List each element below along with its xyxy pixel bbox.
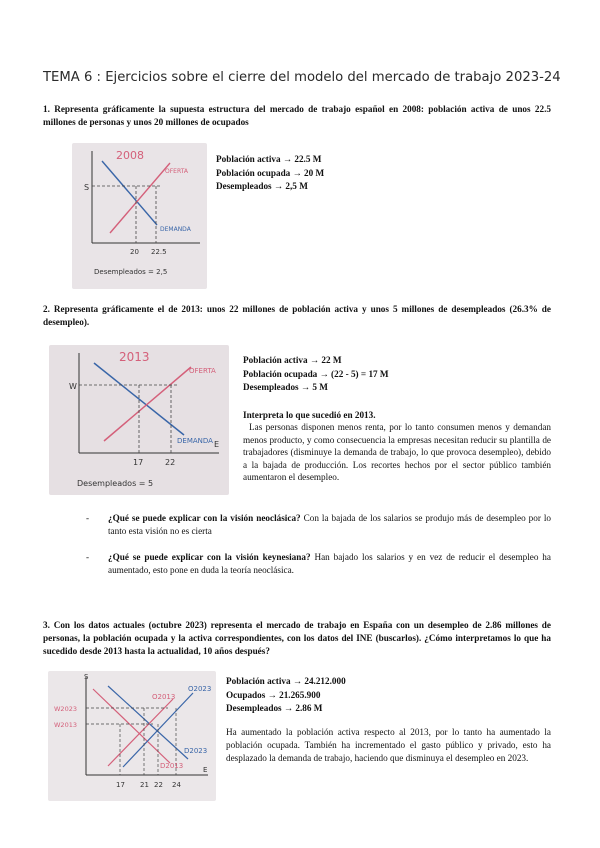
x-tick: 24: [172, 781, 181, 789]
bullet-answer: Con la bajada de los salarios se produjo más de desempleo por lo tanto esta visión no es cierta: [108, 513, 552, 536]
x-tick-1: 17: [133, 458, 144, 467]
q1-data: [216, 153, 324, 194]
year-label: 2013: [119, 350, 150, 364]
q2-line: Población activa → 22 M: [243, 355, 342, 365]
q2-line: Desempleados → 5 M: [243, 382, 328, 392]
x-tick-2: 22.5: [151, 248, 167, 256]
supply-label: OFERTA: [165, 168, 189, 175]
question-3: 3. Con los datos actuales (octubre 2023) representa el mercado de trabajo en España con un desempleo de 2.86 millones de personas, la población ocupada y la activa correspondientes, con los datos del INE (buscarlos). ¿Cómo interpretamos lo que ha sucedido desde 2013 hasta la actualidad, 10 años después?: [43, 620, 551, 656]
demand-label: DEMANDA: [160, 226, 191, 233]
q3-line: Desempleados → 2.86 M: [226, 703, 323, 713]
bullet-item: [86, 551, 551, 576]
unemployed-note: Desempleados = 5: [77, 479, 154, 488]
year-label: 2008: [116, 149, 144, 162]
q1-line: Población activa → 22.5 M: [216, 154, 322, 164]
q1-line: Desempleados → 2,5 M: [216, 181, 308, 191]
x-tick-1: 20: [130, 248, 139, 256]
q2-line: Población ocupada → (22 - 5) = 17 M: [243, 368, 389, 379]
sketch-2013: [49, 345, 229, 495]
bullet-question: ¿Qué se puede explicar con la visión neoclásica?: [108, 513, 301, 523]
q3-line: Población activa → 24.212.000: [226, 676, 346, 686]
bullet-dash: -: [86, 513, 90, 523]
q2-bullets: [86, 512, 552, 576]
x-tick-2: 22: [165, 458, 176, 467]
x-axis-label: E: [214, 440, 220, 449]
x-tick: 21: [140, 781, 149, 789]
supply-label: OFERTA: [189, 367, 216, 375]
bullet-item: [86, 512, 552, 537]
question-1: 1. Representa gráficamente la supuesta estructura del mercado de trabajo español en 2008: población activa de unos 22.5 millones de personas y unos 20 millones de ocupados: [43, 104, 551, 127]
page-title: TEMA 6 : Ejercicios sobre el cierre del modelo del mercado de trabajo 2023-24: [43, 70, 561, 85]
sketch-2023: [48, 671, 216, 801]
q3-data: [226, 675, 346, 716]
wage-label: W: [69, 382, 77, 391]
q3-line: Ocupados → 21.265.900: [226, 689, 321, 700]
demand-2023-label: D2023: [184, 747, 208, 755]
supply-2013-label: O2013: [152, 693, 176, 701]
q2-data: [243, 354, 389, 395]
bullet-question: ¿Qué se puede explicar con la visión keynesiana?: [108, 552, 311, 563]
q3-interp-text: Ha aumentado la población activa respecto al 2013, por lo tanto ha aumentado la población ocupada. También ha incrementado el gasto público y privado, esto ha desplazado la demanda de trabajo, haciendo que disminuya el desempleo en 2023.: [226, 727, 551, 763]
question-2: 2. Representa gráficamente el de 2013: unos 22 millones de población activa y unos 5 millones de desempleados (26.3% de desempleo).: [43, 304, 551, 327]
supply-2023-label: O2023: [188, 685, 212, 693]
wage-2013-label: W2013: [54, 721, 77, 729]
x-axis-label: E: [203, 766, 208, 774]
bullet-dash: -: [86, 552, 90, 563]
x-tick: 17: [116, 781, 125, 789]
q1-line: Población ocupada → 20 M: [216, 167, 325, 178]
bullet-answer: Han bajado los salarios y en vez de reducir el desempleo ha aumentado, esto pone en duda la teoría neoclásica.: [108, 552, 551, 575]
demand-label: DEMANDA: [177, 437, 213, 445]
wage-label: S: [84, 183, 90, 192]
q2-interp-text: Las personas disponen menos renta, por lo tanto consumen menos y demandan menos producto, y como consecuencia la empresas necesitan reducir su plantilla de trabajadores (disminuye la demanda de trabajo, lo que provoca desempleo), debido a la bajada de producción. Los recortes hechos por el sector público también aumentaron el desempleo.: [243, 422, 551, 483]
wage-2023-label: W2023: [54, 705, 77, 713]
demand-2013-label: D2013: [160, 762, 184, 770]
q2-interp-title: Interpreta lo que sucedió en 2013.: [243, 410, 376, 420]
y-axis-label: S: [84, 673, 89, 681]
x-tick: 22: [154, 781, 163, 789]
unemployed-note: Desempleados = 2,5: [94, 268, 168, 276]
sketch-2008: [72, 143, 207, 289]
